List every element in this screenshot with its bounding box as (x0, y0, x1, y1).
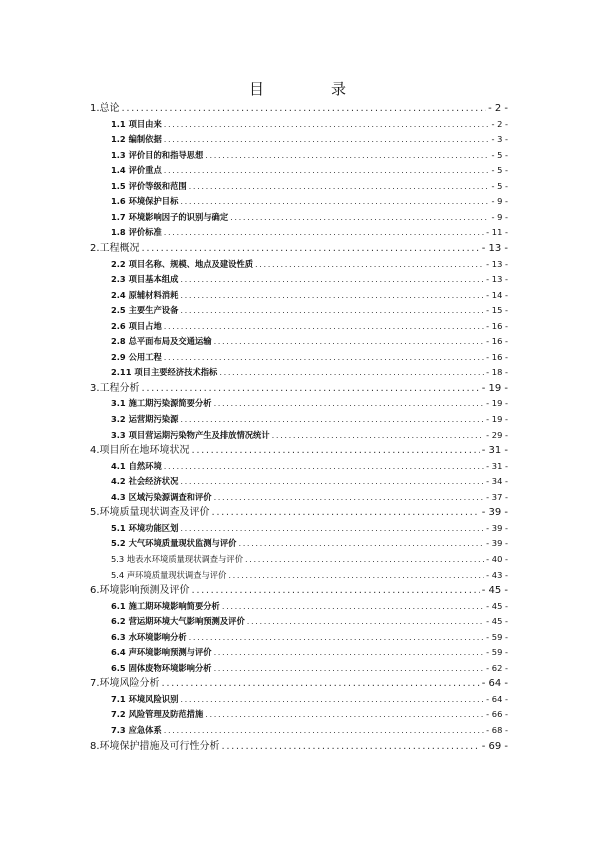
toc-page-number: - 59 - (486, 631, 508, 642)
toc-page-number: - 59 - (486, 647, 508, 658)
toc-chapter-entry[interactable] (90, 505, 508, 521)
toc-page-number: - 40 - (486, 553, 508, 564)
toc-page-number: - 45 - (486, 600, 508, 611)
toc-section-entry[interactable] (111, 334, 508, 350)
toc-page-number: - 37 - (486, 491, 508, 502)
toc-entry-label: 4.3 区域污染源调查和评价 (111, 491, 212, 502)
toc-section-entry[interactable] (111, 350, 508, 366)
toc-page-number: - 9 - (491, 211, 508, 222)
toc-section-entry[interactable] (111, 599, 508, 615)
toc-chapter-entry[interactable] (90, 583, 508, 599)
toc-leader-dots (180, 521, 484, 537)
toc-page-number: - 2 - (491, 118, 508, 129)
toc-page-number: - 19 - (486, 414, 508, 424)
toc-page-number: - 9 - (491, 196, 508, 207)
toc-entry-label: 7.环境风险分析 (90, 678, 160, 690)
toc-entry-label: 1.3 评价目的和指导思想 (111, 149, 204, 160)
toc-section-entry[interactable] (111, 412, 508, 428)
toc-leader-dots (180, 194, 489, 210)
toc-page-number: - 69 - (481, 740, 508, 752)
toc-section-entry[interactable] (111, 490, 508, 506)
page-title: 目 录 (248, 80, 372, 98)
toc-leader-dots (142, 381, 480, 397)
toc-section-entry[interactable] (111, 194, 508, 210)
toc-section-entry[interactable] (111, 319, 508, 335)
toc-page-number: - 5 - (491, 149, 508, 160)
toc-entry-label: 7.3 应急体系 (111, 725, 162, 735)
toc-entry-label: 6.5 固体废物环境影响分析 (111, 662, 212, 673)
toc-entry-label: 1.4 评价重点 (111, 165, 162, 176)
toc-page-number: - 13 - (486, 258, 508, 269)
toc-entry-label: 7.2 风险管理及防范措施 (111, 709, 204, 720)
toc-leader-dots (214, 490, 485, 506)
toc-section-entry[interactable] (111, 272, 508, 288)
toc-entry-label: 2.6 项目占地 (111, 320, 162, 331)
toc-section-entry[interactable] (111, 661, 508, 677)
toc-page-number: - 34 - (486, 476, 508, 487)
toc-leader-dots (238, 536, 484, 552)
toc-page-number: - 62 - (486, 662, 508, 673)
toc-entry-label: 2.4 原辅材料消耗 (111, 289, 179, 300)
toc-entry-label: 3.3 项目营运期污染物产生及排放情况统计 (111, 429, 270, 440)
toc-leader-dots (180, 474, 484, 490)
toc-entry-label: 3.1 施工期污染源简要分析 (111, 398, 212, 409)
toc-page-number: - 13 - (486, 274, 508, 285)
toc-page-number: - 66 - (486, 709, 508, 720)
toc-leader-dots (164, 723, 484, 739)
toc-entry-label: 2.8 总平面布局及交通运输 (111, 336, 212, 347)
toc-page-number: - 13 - (481, 242, 508, 254)
toc-entry-label: 6.3 水环境影响分析 (111, 631, 187, 642)
toc-entry-label: 4.项目所在地环境状况 (90, 445, 190, 457)
toc-section-entry[interactable] (111, 288, 508, 304)
toc-leader-dots (164, 132, 490, 148)
toc-page-number: - 3 - (491, 134, 508, 145)
toc-leader-dots (164, 319, 484, 335)
toc-section-entry[interactable] (111, 521, 508, 537)
toc-section-entry[interactable] (111, 365, 508, 381)
toc-chapter-entry[interactable] (90, 443, 508, 459)
toc-leader-dots (180, 412, 484, 428)
toc-section-entry[interactable] (111, 210, 508, 226)
toc-section-entry[interactable] (111, 645, 508, 661)
toc-page-number: - 16 - (486, 320, 508, 331)
toc-leader-dots (255, 257, 484, 273)
toc-entry-label: 2.3 项目基本组成 (111, 274, 179, 285)
toc-entry-label: 5.2 大气环境质量现状监测与评价 (111, 538, 237, 549)
toc-page-number: - 11 - (486, 227, 508, 238)
toc-page-number: - 45 - (481, 585, 508, 597)
toc-leader-dots (164, 163, 490, 179)
toc-page-number: - 5 - (491, 165, 508, 176)
toc-section-entry[interactable] (111, 692, 508, 708)
toc-page-number: - 19 - (486, 398, 508, 409)
toc-page-number: - 14 - (486, 289, 508, 300)
toc-leader-dots (247, 614, 484, 630)
toc-leader-dots (222, 739, 480, 755)
toc-entry-label: 2.工程概况 (90, 242, 140, 254)
toc-page-number: - 5 - (491, 180, 508, 191)
toc-entry-label: 6.4 声环境影响预测与评价 (111, 647, 212, 658)
toc-entry-label: 1.1 项目由来 (111, 118, 162, 129)
toc-page-number: - 64 - (481, 678, 508, 690)
toc-section-entry[interactable] (111, 257, 508, 273)
toc-entry-label: 4.2 社会经济状况 (111, 476, 179, 487)
toc-entry-label: 2.11 项目主要经济技术指标 (111, 367, 218, 378)
toc-page-number: - 39 - (481, 507, 508, 519)
toc-entry-label: 6.1 施工期环境影响简要分析 (111, 600, 220, 611)
toc-leader-dots (164, 350, 484, 366)
toc-section-entry[interactable] (111, 474, 508, 490)
toc-entry-label: 1.8 评价标准 (111, 227, 162, 238)
toc-section-entry[interactable] (111, 163, 508, 179)
toc-leader-dots (245, 552, 484, 568)
toc-entry-label: 1.6 环境保护目标 (111, 196, 179, 207)
toc-page-number: - 31 - (486, 460, 508, 471)
toc-page-number: - 43 - (486, 569, 508, 580)
toc-chapter-entry[interactable] (90, 101, 508, 117)
toc-chapter-entry[interactable] (90, 241, 508, 257)
toc-leader-dots (192, 583, 480, 599)
toc-section-entry[interactable] (111, 428, 508, 444)
toc-entry-label: 5.3 地表水环境质量现状调查与评价 (111, 553, 243, 564)
toc-leader-dots (180, 288, 484, 304)
toc-page-number: - 16 - (486, 351, 508, 362)
toc-leader-dots (214, 661, 485, 677)
toc-leader-dots (189, 630, 485, 646)
toc-entry-label: 1.7 环境影响因子的识别与确定 (111, 211, 229, 222)
toc-leader-dots (162, 676, 480, 692)
toc-page-number: - 64 - (486, 693, 508, 704)
toc-entry-label: 3.工程分析 (90, 382, 140, 394)
toc-entry-label: 8.环境保护措施及可行性分析 (90, 740, 220, 752)
toc-leader-dots (228, 568, 484, 584)
toc-entry-label: 1.2 编制依据 (111, 134, 162, 145)
toc-section-entry[interactable] (111, 303, 508, 319)
toc-section-entry[interactable] (111, 396, 508, 412)
toc-leader-dots (222, 599, 484, 615)
toc-entry-label: 6.环境影响预测及评价 (90, 585, 190, 597)
toc-leader-dots (219, 365, 484, 381)
toc-entry-label: 4.1 自然环境 (111, 460, 162, 471)
toc-chapter-entry[interactable] (90, 739, 508, 755)
toc-section-entry[interactable] (111, 536, 508, 552)
toc-section-entry[interactable] (111, 179, 508, 195)
toc-leader-dots (180, 272, 484, 288)
toc-section-entry[interactable] (111, 552, 508, 568)
toc-leader-dots (230, 210, 489, 226)
toc-entry-label: 7.1 环境风险识别 (111, 693, 179, 704)
toc-section-entry[interactable] (111, 148, 508, 164)
toc-leader-dots (214, 334, 485, 350)
toc-section-entry[interactable] (111, 459, 508, 475)
toc-page-number: - 39 - (486, 522, 508, 533)
toc-leader-dots (212, 505, 480, 521)
toc-entry-label: 5.环境质量现状调查及评价 (90, 507, 210, 519)
toc-page-number: - 19 - (481, 382, 508, 394)
toc-leader-dots (214, 396, 485, 412)
toc-page-number: - 16 - (486, 336, 508, 347)
toc-leader-dots (205, 148, 489, 164)
toc-entry-label: 5.1 环境功能区划 (111, 522, 179, 533)
toc-leader-dots (164, 225, 484, 241)
toc-leader-dots (189, 179, 490, 195)
toc-page-number: - 45 - (486, 616, 508, 627)
toc-section-entry[interactable] (111, 630, 508, 646)
toc-page-number: - 15 - (486, 305, 508, 316)
toc-page-number: - 29 - (486, 429, 508, 440)
toc-entry-label: 1.5 评价等级和范围 (111, 180, 187, 191)
toc-entry-label: 2.9 公用工程 (111, 351, 162, 362)
toc-leader-dots (205, 707, 484, 723)
toc-leader-dots (164, 459, 484, 475)
toc-section-entry[interactable] (111, 723, 508, 739)
toc-section-entry[interactable] (111, 707, 508, 723)
toc-page-number: - 18 - (486, 367, 508, 378)
toc-page-number: - 68 - (486, 725, 508, 735)
toc-section-entry[interactable] (111, 117, 508, 133)
toc-section-entry[interactable] (111, 225, 508, 241)
toc-leader-dots (180, 692, 484, 708)
toc-leader-dots (142, 241, 480, 257)
toc-page-number: - 39 - (486, 538, 508, 549)
toc-chapter-entry[interactable] (90, 676, 508, 692)
toc-entry-label: 6.2 营运期环境大气影响预测及评价 (111, 616, 245, 627)
toc-entry-label: 2.5 主要生产设备 (111, 305, 179, 316)
toc-section-entry[interactable] (111, 568, 508, 584)
toc-leader-dots (272, 428, 485, 444)
toc-entry-label: 2.2 项目名称、规模、地点及建设性质 (111, 258, 254, 269)
toc-section-entry[interactable] (111, 132, 508, 148)
toc-section-entry[interactable] (111, 614, 508, 630)
toc-page-number: - 31 - (481, 445, 508, 457)
toc-page-number: - 2 - (488, 103, 508, 114)
toc-leader-dots (164, 117, 490, 133)
toc-chapter-entry[interactable] (90, 381, 508, 397)
toc-leader-dots (122, 101, 487, 117)
toc-leader-dots (214, 645, 485, 661)
toc-leader-dots (180, 303, 484, 319)
toc-entry-label: 1.总论 (90, 103, 120, 114)
toc-entry-label: 5.4 声环境质量现状调查与评价 (111, 569, 227, 580)
toc-leader-dots (192, 443, 480, 459)
toc-entry-label: 3.2 运营期污染源 (111, 414, 179, 424)
